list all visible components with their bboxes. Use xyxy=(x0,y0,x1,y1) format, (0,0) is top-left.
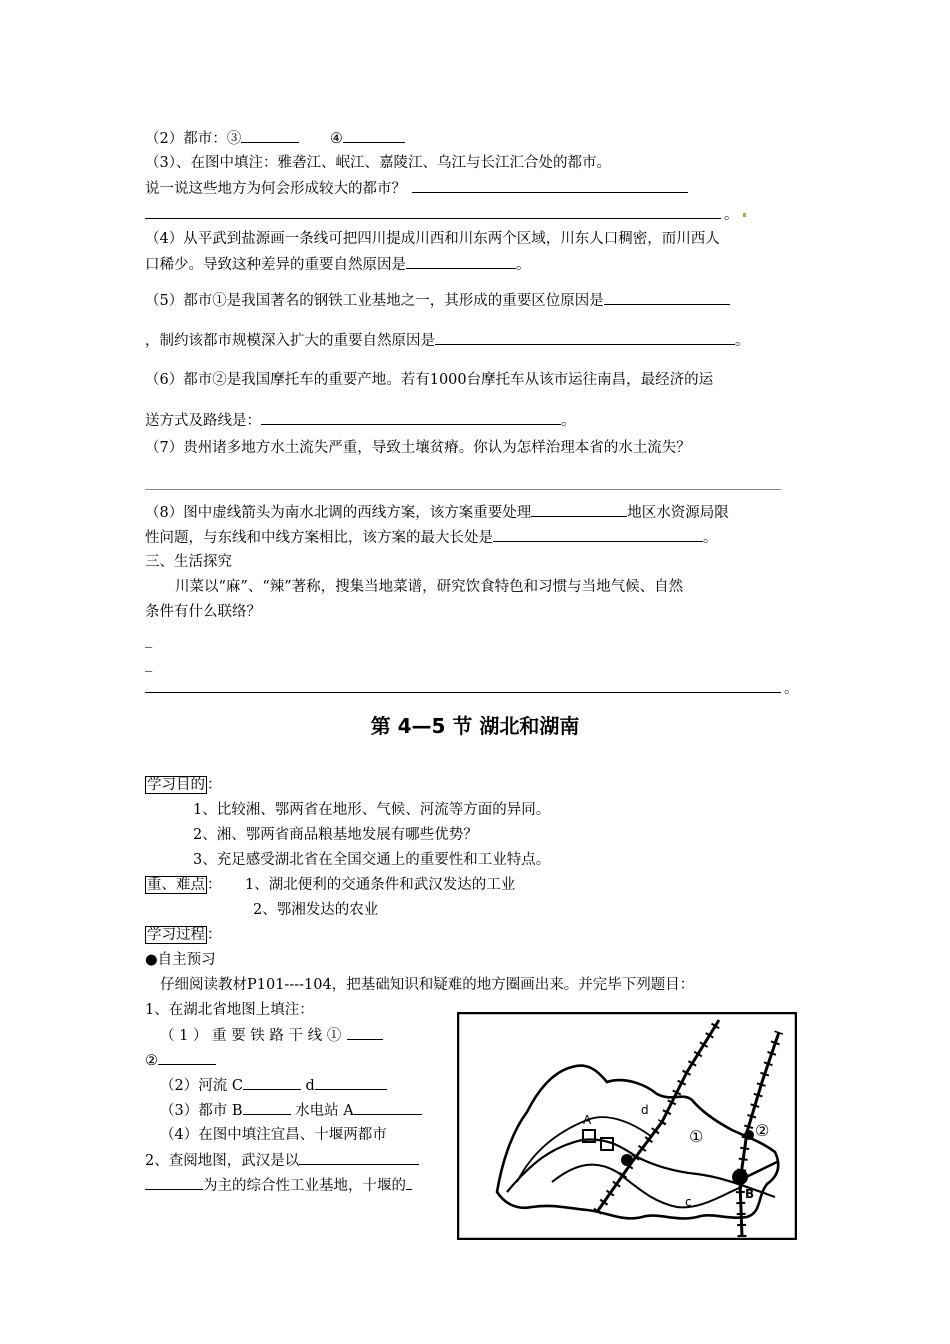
q6-line1: （6）都市②是我国摩托车的重要产地。若有1000台摩托车从该市运往南昌，最经济的运 xyxy=(145,372,714,388)
blank[interactable] xyxy=(604,290,730,305)
blank[interactable] xyxy=(241,128,299,143)
q2b: 为主的综合性工业基地，十堰的 xyxy=(203,1178,406,1194)
q2-line xyxy=(145,128,405,149)
q5-line1 xyxy=(145,290,730,311)
process-label: 学习过程 xyxy=(147,927,205,943)
blank[interactable] xyxy=(354,1100,422,1115)
key-label: 重、难点 xyxy=(147,877,205,893)
colon: ： xyxy=(207,927,222,943)
q3-line2-text: 说一说这些地方为何会形成较大的都市？ xyxy=(145,181,406,197)
q4-line1: （4）从平武到盐源画一条线可把四川提成川西和川东两个区域，川东人口稠密，而川西人 xyxy=(145,231,720,247)
q1: 1、在湖北省地图上填注： xyxy=(145,1002,314,1018)
blank[interactable] xyxy=(145,1175,203,1190)
q2 xyxy=(145,1150,419,1171)
preview-heading: ●自主预习 xyxy=(145,952,216,968)
key-item: 1、湖北便利的交通条件和武汉发达的工业 xyxy=(245,877,516,893)
period-text: 。 xyxy=(735,333,750,349)
blank[interactable] xyxy=(243,1075,301,1090)
blank[interactable] xyxy=(493,527,703,542)
q5-line1-text: （5）都市①是我国著名的钢铁工业基地之一，其形成的重要区位原因是 xyxy=(145,293,604,309)
city-dot xyxy=(621,1154,633,1166)
q7-line1: （7）贵州诸多地方水土流失严重，导致土壤贫瘠。你认为怎样治理本省的水土流失？ xyxy=(145,440,691,456)
period-text: 。 xyxy=(724,207,739,223)
period-text: 。 xyxy=(516,257,531,273)
q8-line2 xyxy=(145,527,718,548)
dash-line: _ xyxy=(145,632,153,648)
q1-1b-text: ② xyxy=(145,1053,158,1069)
key-item: 2、鄂湘发达的农业 xyxy=(253,902,379,918)
hubei-map xyxy=(457,1012,797,1240)
blank[interactable] xyxy=(406,1175,412,1190)
q6-line2 xyxy=(145,410,576,431)
mark-dot xyxy=(743,213,746,217)
q1-4: （4）在图中填注宜昌、十堰两都市 xyxy=(160,1127,387,1143)
goal-item: 2、湘、鄂两省商品粮基地发展有哪些优势？ xyxy=(193,827,478,843)
blank[interactable] xyxy=(315,1075,387,1090)
colon: ： xyxy=(207,777,222,793)
q6-line2-text: 送方式及路线是： xyxy=(145,413,261,429)
q8-line1b: 地区水资源局限 xyxy=(627,505,729,521)
q2-label: （2）都市：③ xyxy=(145,131,242,147)
q1-2a: （2）河流 C xyxy=(160,1078,243,1094)
map-label-a: A xyxy=(583,1113,592,1127)
period-text: 。 xyxy=(703,530,718,546)
q1-3a: （3）都市 B xyxy=(160,1103,243,1119)
q5-line2-text: ，制约该都市规模深入扩大的重要自然原因是 xyxy=(145,333,435,349)
dash-line: _ xyxy=(145,656,153,672)
period xyxy=(724,205,746,225)
blank[interactable] xyxy=(299,1150,419,1165)
map-label-d: d xyxy=(641,1103,649,1117)
blank[interactable] xyxy=(412,178,688,193)
period: 。 xyxy=(784,681,799,697)
process-heading xyxy=(145,925,222,945)
period-text: 。 xyxy=(561,413,576,429)
q1-3 xyxy=(160,1100,422,1121)
q2-mid: ④ xyxy=(329,131,343,147)
answer-line[interactable] xyxy=(145,489,781,490)
life-heading: 三、生活探究 xyxy=(145,554,232,570)
blank[interactable] xyxy=(347,1025,383,1040)
q1-1 xyxy=(160,1025,383,1046)
section-title: 第 4—5 节 湖北和湖南 xyxy=(370,714,580,738)
blank[interactable] xyxy=(158,1050,216,1065)
blank[interactable] xyxy=(243,1100,291,1115)
q2a: 2、查阅地图，武汉是以 xyxy=(145,1153,300,1169)
map-label-2: ② xyxy=(755,1121,770,1140)
q1-1-text: （ 1 ） 重 要 铁 路 干 线 ① xyxy=(160,1028,342,1044)
answer-line[interactable] xyxy=(145,218,721,219)
q5-line2 xyxy=(145,330,750,351)
map-label-1: ① xyxy=(689,1127,704,1146)
colon: ： xyxy=(207,877,222,893)
map-label-b: B xyxy=(745,1187,755,1201)
key-heading xyxy=(145,875,222,895)
blank[interactable] xyxy=(261,410,561,425)
q8-line1 xyxy=(145,502,729,523)
goal-item: 1、比较湘、鄂两省在地形、气候、河流等方面的异同。 xyxy=(193,802,551,818)
blank[interactable] xyxy=(531,502,627,517)
goals-heading xyxy=(145,775,222,795)
q1-3b: 水电站 A xyxy=(295,1103,354,1119)
city-b-dot xyxy=(732,1169,748,1185)
blank[interactable] xyxy=(343,128,405,143)
blank[interactable] xyxy=(406,254,516,269)
goals-label: 学习目的 xyxy=(147,777,205,793)
q4-line2-text: 口稀少。导致这种差异的重要自然原因是 xyxy=(145,257,406,273)
blank[interactable] xyxy=(435,330,735,345)
q3-line2 xyxy=(145,178,688,199)
life-line2: 条件有什么联络？ xyxy=(145,604,261,620)
q1-2 xyxy=(160,1075,387,1096)
q1-1b xyxy=(145,1050,216,1071)
q8-line2-text: 性问题，与东线和中线方案相比，该方案的最大长处是 xyxy=(145,530,493,546)
map-label-c: c xyxy=(685,1195,692,1209)
city-2-dot xyxy=(744,1130,754,1140)
preview-text: 仔细阅读教材P101----104，把基础知识和疑难的地方圈画出来。并完毕下列题目： xyxy=(160,977,695,993)
q2b-line xyxy=(145,1175,412,1196)
q4-line2 xyxy=(145,254,531,275)
q8-line1a: （8）图中虚线箭头为南水北调的西线方案，该方案重要处理 xyxy=(145,505,532,521)
life-line1: 川菜以“麻”、“辣”著称，搜集当地菜谱，研究饮食特色和习惯与当地气候、自然 xyxy=(175,579,684,595)
q1-2b: d xyxy=(305,1078,315,1094)
answer-line[interactable] xyxy=(145,692,781,693)
q3-line1: （3）、在图中填注：雅砻江、岷江、嘉陵江、乌江与长江汇合处的都市。 xyxy=(145,155,611,171)
goal-item: 3、充足感受湖北省在全国交通上的重要性和工业特点。 xyxy=(193,852,551,868)
